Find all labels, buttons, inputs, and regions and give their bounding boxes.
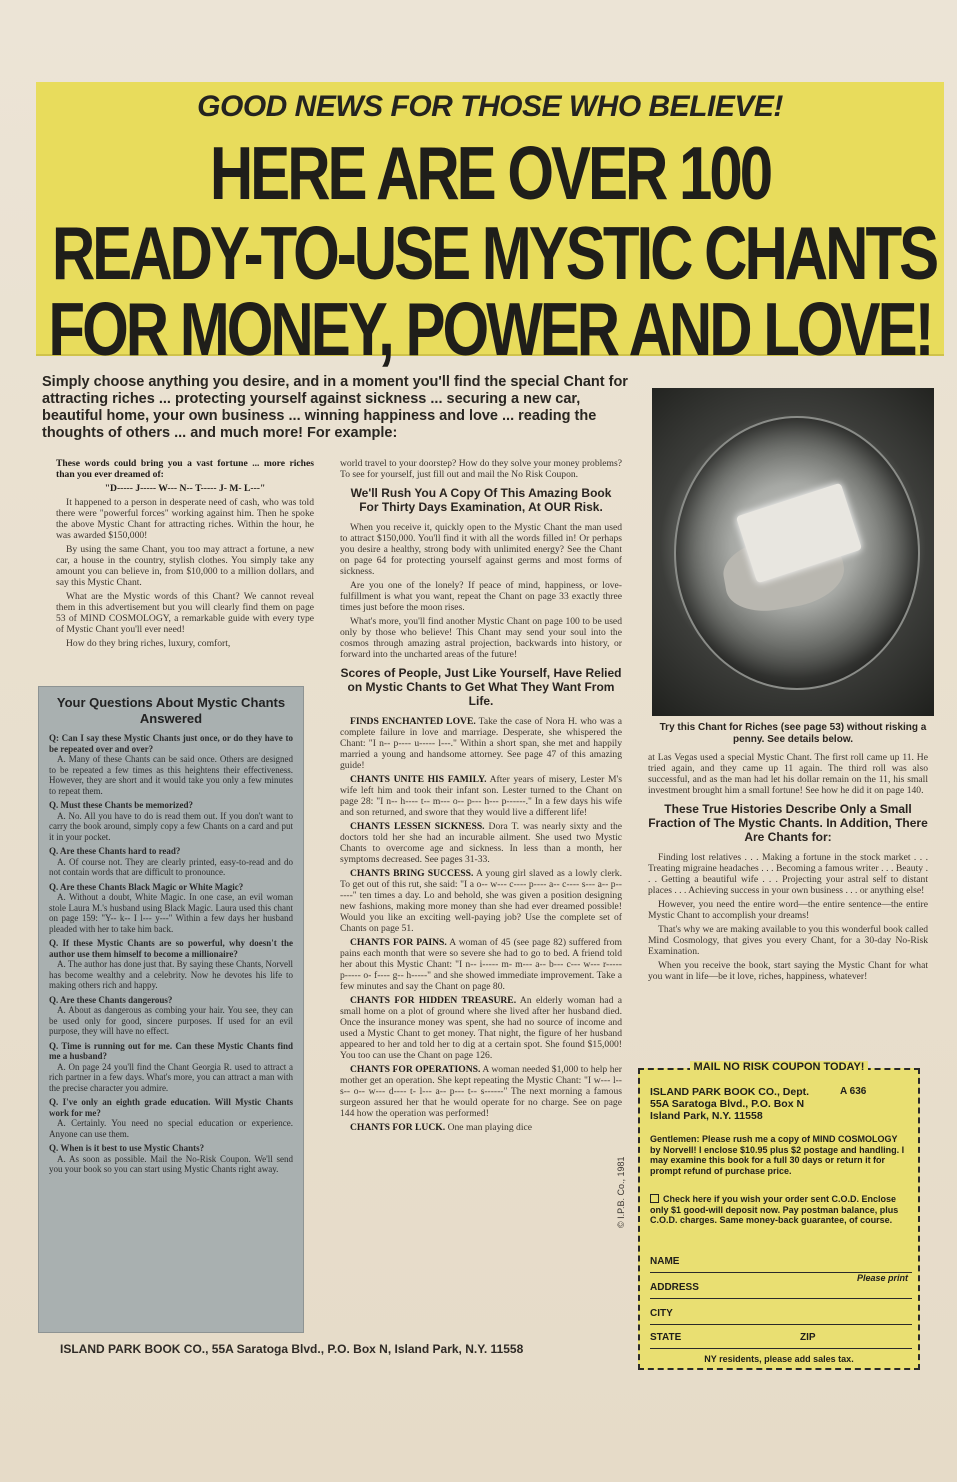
photo-caption: Try this Chant for Riches (see page 53) without risking a penny. See details below. — [659, 722, 927, 745]
copyright-text: © I.P.B. Co., 1981 — [616, 1156, 626, 1228]
qa-answer: A. About as dangerous as combing your hair. You see, they can be used only for good, sincere purposes. If used for an evil purpose, they will have no effect. — [49, 1005, 293, 1036]
story-3-title: CHANTS LESSEN SICKNESS. — [350, 821, 485, 832]
cod-checkbox[interactable] — [650, 1194, 659, 1203]
story-3-text: Dora T. was nearly sixty and the doctors told her she had an incurable ailment. She used two Mystic Chants to overcome age and sickness. In less than a month, her symptoms decreased. See pages 31-33. — [340, 821, 623, 865]
tax-note: NY residents, please add sales tax. — [704, 1354, 854, 1364]
coupon-dept-code: A 636 — [840, 1086, 867, 1097]
col3-p5: When you receive the book, start saying the Mystic Chant for what you want in life—be it love, riches, happiness, whatever! — [648, 960, 928, 982]
col3-p3: However, you need the entire word—the entire sentence—the entire Mystic Chant to accomplish your dreams! — [648, 899, 928, 921]
qa-list — [39, 733, 303, 1175]
order-coupon[interactable] — [638, 1061, 920, 1370]
col1-lead: These words could bring you a vast fortune ... more riches than you ever dreamed of: — [56, 458, 314, 480]
state-label: STATE — [650, 1332, 682, 1343]
story-4-title: CHANTS BRING SUCCESS. — [350, 868, 474, 879]
headline-banner — [36, 82, 944, 372]
coupon-cod-option[interactable] — [650, 1194, 910, 1226]
story-7-title: CHANTS FOR OPERATIONS. — [350, 1064, 481, 1075]
col3-p2: Finding lost relatives . . . Making a fortune in the stock market . . . Treating migraine headaches . . . Becoming a famous writer . . . Beauty . . . Getting a beautiful wife . . . Projecting your astral self to distant places . . . Achieving success in your own business . . . or anything else! — [648, 852, 928, 896]
name-field[interactable] — [650, 1256, 912, 1273]
story-5-text: A woman of 45 (see page 82) suffered from pains each month that were so severe she had to go to bed. A friend told her about this Mystic Chant: "I n-- i----- m- m--- a-- b--- c--- w--- r----- p----- o- f---- g-- h-----" and she showed immediate improvement. Take a few minutes and say the Chant on page 80. — [340, 937, 622, 992]
coupon-cod-text: Check here if you wish your order sent C.O.D. Enclose only $1 good-will deposit now. Pay postman balance, plus C.O.D. charges. Same money-back guarantee, of course. — [650, 1194, 899, 1225]
column-2 — [340, 458, 622, 1136]
story-4-text: A young girl slaved as a lowly clerk. To get out of this rut, she said: "I a o-- w--- c---- p---- a-- c---- s--- a-- p------" ten times a day. Lo and behold, she was given a position designing new fashions, making more money than she had ever dreamed possible! Would you like an exciting well-paying job? Use the complete set of Chants on page 51. — [340, 868, 622, 934]
qa-question: Q. I've only an eighth grade education. Will Mystic Chants work for me? — [49, 1097, 293, 1118]
story-6-title: CHANTS FOR HIDDEN TREASURE. — [350, 995, 517, 1006]
kicker-text: GOOD NEWS FOR THOSE WHO BELIEVE! — [197, 90, 783, 123]
story-2-text: After years of misery, Lester M's wife left him and took their infant son. Lester turned to the Chant on page 28: "I n-- h---- t-- m--- o-- p--- h--- p------." In a few days his wife and son returned, and swore that they would live a different life! — [340, 774, 622, 818]
coupon-address: ISLAND PARK BOOK CO., Dept. 55A Saratoga Blvd., P.O. Box N Island Park, N.Y. 11558 — [650, 1086, 810, 1122]
qa-answer: A. Without a doubt, White Magic. In one case, an evil woman stole Laura M.'s husband using Black Magic. Laura used this chant on page 159: "Y-- k-- I l--- y---" Within a few days her husband pleaded with her to take him back. — [49, 892, 293, 934]
qa-question: Q. Are these Chants hard to read? — [49, 846, 181, 856]
qa-answer: A. No. All you have to do is read them out. If you don't want to carry the book around, simply copy a few Chants on a card and put it in your pocket. — [49, 810, 293, 842]
headline-line-1: HERE ARE OVER 100 — [209, 131, 771, 216]
qa-answer: A. The author has done just that. By saying these Chants, Norvell has become wealthy and a celebrity. Now he devotes his life to making others rich and happy. — [49, 959, 293, 990]
story-1-title: FINDS ENCHANTED LOVE. — [350, 716, 476, 727]
col1-code: "D----- J----- W--- N-- T----- J- M- L---" — [104, 483, 266, 494]
story-6-text: An elderly woman had a small home on a plot of ground where she lived after her husband died. Once the insurance money was spent, she had no source of income and used a Mystic Chant to get money. That night, the figure of her husband appeared to her and told her to dig at a certain spot. She found $15,000! You too can use the Chant on page 126. — [340, 995, 622, 1061]
col1-p2: By using the same Chant, you too may attract a fortune, a new car, a house in the country, stylish clothes. You simply take any amount you can believe in, from $10,000 to a million dollars, and say this Mystic Chant. — [56, 544, 314, 588]
headline-line-3: FOR MONEY, POWER AND LOVE! — [48, 287, 932, 372]
footer-address: ISLAND PARK BOOK CO., 55A Saratoga Blvd., P.O. Box N, Island Park, N.Y. 11558 — [60, 1342, 524, 1356]
name-label: NAME — [650, 1256, 680, 1267]
qa-question: Q. Are these Chants dangerous? — [49, 994, 173, 1005]
col2-p1: When you receive it, quickly open to the Mystic Chant the man used to attract $150,000. You'll find it with all the words filled in! Or perhaps you desire a healthy, strong body with unlimited energy? See the Chant on page 64 for protecting yourself against germs and most forms of sickness. — [340, 522, 622, 577]
story-8-text: One man playing dice — [447, 1122, 533, 1133]
story-8-title: CHANTS FOR LUCK. — [350, 1122, 446, 1133]
city-label: CITY — [650, 1308, 673, 1319]
col2-p0: world travel to your doorstep? How do they solve your money problems? To see for yourself, just fill out and mail the No Risk Coupon. — [340, 458, 622, 480]
qa-answer: A. Certainly. You need no special education or experience. Anyone can use them. — [49, 1118, 293, 1139]
headline-line-2: READY-TO-USE MYSTIC CHANTS — [51, 211, 937, 296]
story-7-text: A woman needed $1,000 to help her mother get an operation. She kept repeating the Mystic Chant: "I w--- l-- s-- o-- w--- d---- t- l--- a-- p--- t-- s------" The next morning a famous surgeon assured her that he would operate for no charge. See on page 144 how the operation was performed! — [340, 1064, 623, 1119]
col3-head: These True Histories Describe Only a Small Fraction of The Mystic Chants. In Addition, There Are Chants for: — [648, 802, 928, 844]
col1-p3: What are the Mystic words of this Chant? We cannot reveal them in this advertisement but you will clearly find them on page 53 of MIND COSMOLOGY, a remarkable guide with every type of Mystic Chant you'll ever need! — [56, 591, 314, 635]
qa-question: Q. Are these Chants Black Magic or White Magic? — [49, 881, 244, 892]
coupon-order-text: Gentlemen: Please rush me a copy of MIND COSMOLOGY by Norvell! I enclose $10.95 plus $2 postage and handling. I may examine this book for a full 30 days or return it for prompt refund of purchase price. — [650, 1134, 905, 1176]
qa-question: Q. If these Mystic Chants are so powerful, why doesn't the author use them himself to become a millionaire? — [49, 938, 293, 959]
print-label: Please print — [856, 1273, 908, 1283]
qa-answer: A. Many of these Chants can be said once. Others are designed to be repeated a few times as this heightens their effectiveness. However, they are short and it would take you only a few minutes to repeat them. — [49, 754, 293, 796]
qa-answer: A. Of course not. They are clearly printed, easy-to-read and do not contain words that are difficult to pronounce. — [49, 856, 293, 877]
money-hand-photo — [652, 388, 934, 716]
col3-p4: That's why we are making available to you this wonderful book called Mind Cosmology, that gives you every Chant, for a 30-day No-Risk Examination. — [648, 924, 928, 957]
zip-label: ZIP — [800, 1332, 816, 1343]
state-zip-field[interactable] — [650, 1332, 912, 1349]
qa-question: Q. Must these Chants be memorized? — [49, 800, 193, 810]
col2-head-1: We'll Rush You A Copy Of This Amazing Book For Thirty Days Examination, At OUR Risk. — [350, 486, 612, 514]
qa-title: Your Questions About Mystic Chants Answered — [56, 695, 286, 726]
qa-question: Q: Can I say these Mystic Chants just once, or do they have to be repeated over and over? — [49, 733, 293, 754]
city-field[interactable] — [650, 1308, 912, 1325]
col2-head-2: Scores of People, Just Like Yourself, Have Relied on Mystic Chants to Get What They Want From Life. — [340, 666, 622, 708]
intro-paragraph: Simply choose anything you desire, and in a moment you'll find the special Chant for attracting riches ... protecting yourself against sickness ... securing a new car, beautiful home, your own business ... winning happiness and love ... reading the thoughts of others ... and much more! For example: — [42, 374, 628, 441]
col2-p3: What's more, you'll find another Mystic Chant on page 100 to be used only by those who believe! This Chant may send your soul into the cosmos through amazing astral projection, backwards into history, or forward into the uncharted areas of the future! — [340, 616, 622, 660]
col3-p1: at Las Vegas used a special Mystic Chant. The first roll came up 11. He tried again, and they came up 11 again. The third roll was also successful, and as the man had let his dollar remain on the 11, his small investment brought him a small fortune! See how he did it on page 140. — [648, 752, 928, 796]
column-1 — [56, 458, 314, 652]
qa-answer: A. As soon as possible. Mail the No-Risk Coupon. We'll send you your book so you can start using Mystic Chants right away. — [49, 1153, 293, 1174]
col2-p2: Are you one of the lonely? If peace of mind, happiness, or love-fulfillment is what you want, repeat the Chant on page 33 exactly three times just before the moon rises. — [340, 580, 622, 613]
story-5-title: CHANTS FOR PAINS. — [350, 937, 447, 948]
address-field[interactable] — [650, 1282, 912, 1299]
qa-question: Q. When is it best to use Mystic Chants? — [49, 1143, 205, 1153]
qa-box — [38, 686, 304, 1333]
story-1-text: Take the case of Nora H. who was a complete failure in love and marriage. Desperate, she whispered the Chant: "I n-- p---- u----- l---." Within a short span, she met and happily married a young and handsome attorney. See page 47 of this amazing guide! — [340, 716, 622, 771]
story-2-title: CHANTS UNITE HIS FAMILY. — [350, 774, 487, 785]
qa-question: Q. Time is running out for me. Can these Mystic Chants find me a husband? — [49, 1040, 293, 1061]
col1-p4: How do they bring riches, luxury, comfort, — [66, 638, 231, 649]
qa-answer: A. On page 24 you'll find the Chant Georgia R. used to attract a rich partner in a few days. What's more, you can attract a man with the precise character you admire. — [49, 1061, 293, 1093]
address-label: ADDRESS — [650, 1282, 699, 1293]
col1-p1: It happened to a person in desperate need of cash, who was told there were "powerful forces" working against him. Then he spoke the above Mystic Chant for attracting riches. Within the hour, he was awarded $150,000! — [56, 497, 314, 541]
column-3 — [648, 752, 928, 985]
coupon-header: MAIL NO RISK COUPON TODAY! — [640, 1061, 918, 1073]
